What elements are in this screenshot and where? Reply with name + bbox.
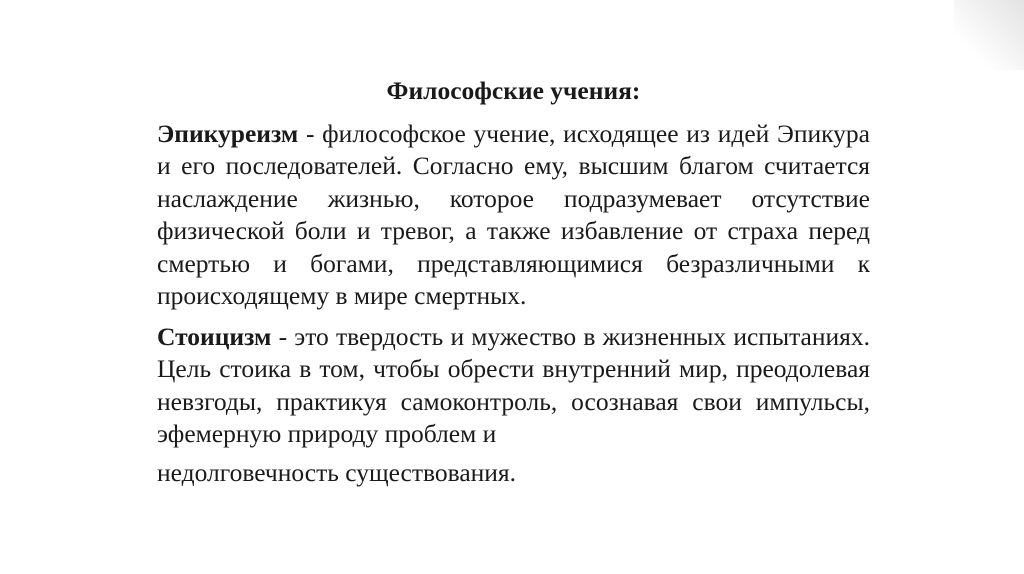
paragraph-stoicism — [157, 321, 870, 490]
paragraph-epicureanism — [157, 118, 870, 313]
definition-stoicism: - это твердость и мужество в жизненных испытаниях. Цель стоика в том, чтобы обрести внутренний мир, преодолевая невзгоды, практикуя самоконтроль, осознавая свои импульсы, эфемерную природу проблем и — [157, 321, 870, 448]
definition-epicureanism: - философское учение, исходящее из идей Эпикура и его последователей. Согласно ему, высшим благом считается наслаждение жизнью, которое подразумевает отсутствие физической боли и тревог, а также избавление от страха перед смертью и богами, представляющимися безразличными к происходящему в мире смертных. — [157, 118, 870, 310]
term-epicureanism: Эпикуреизм — [157, 118, 299, 148]
slide-content — [157, 75, 870, 497]
term-stoicism: Стоицизм — [157, 321, 272, 351]
definition-stoicism-last-line: недолговечность существования. — [157, 457, 517, 487]
slide-title: Философские учения: — [386, 76, 641, 105]
corner-shadow — [954, 0, 1024, 70]
